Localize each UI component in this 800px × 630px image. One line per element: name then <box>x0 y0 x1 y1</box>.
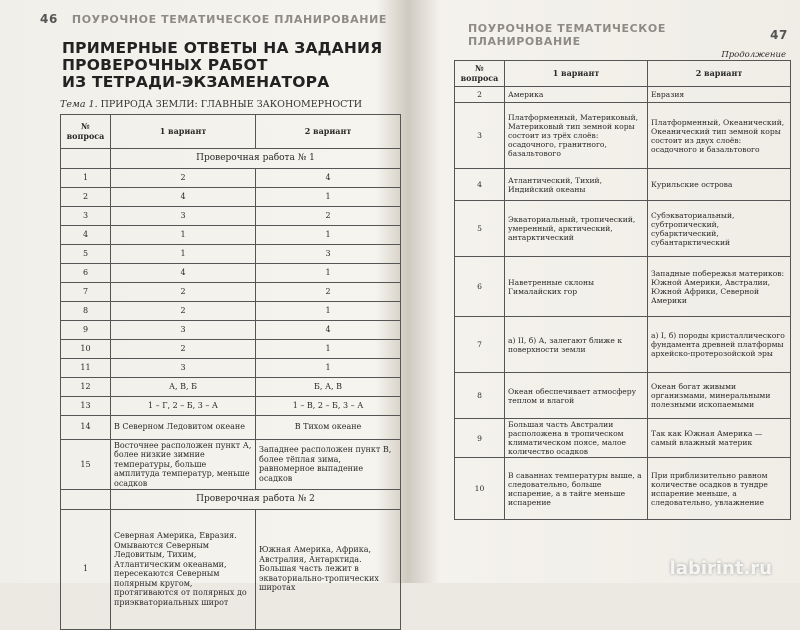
question-number: 9 <box>455 419 505 458</box>
answers-table-left <box>60 114 401 630</box>
right-page <box>432 0 792 583</box>
variant-1-answer: А, В, Б <box>111 377 256 396</box>
answers-table-right <box>454 60 791 520</box>
variant-2-answer: Субэкваториальный, субтропический, субарктический, субантарктический <box>648 201 791 257</box>
table-row <box>455 317 791 373</box>
section-heading: Проверочная работа № 1 <box>111 149 401 169</box>
variant-1-answer: Америка <box>505 87 648 103</box>
variant-2-answer: 1 <box>256 358 401 377</box>
table-row <box>61 509 401 629</box>
question-number: 1 <box>61 509 111 629</box>
table-row <box>61 244 401 263</box>
variant-1-answer: Экваториальный, тропический, умеренный, арктический, антарктический <box>505 201 648 257</box>
column-header: № вопроса <box>61 115 111 149</box>
variant-1-answer: 2 <box>111 301 256 320</box>
question-number: 12 <box>61 377 111 396</box>
variant-1-answer: 1 <box>111 244 256 263</box>
variant-2-answer: Евразия <box>648 87 791 103</box>
table-row <box>455 419 791 458</box>
variant-2-answer: Океан богат живыми организмами, минеральными полезными ископаемыми <box>648 373 791 419</box>
variant-2-answer: 1 <box>256 301 401 320</box>
variant-1-answer: В Северном Ледовитом океане <box>111 415 256 439</box>
question-number: 3 <box>61 206 111 225</box>
variant-1-answer: 1 – Г, 2 – Б, 3 – А <box>111 396 256 415</box>
variant-2-answer: 2 <box>256 282 401 301</box>
variant-2-answer: Курильские острова <box>648 169 791 201</box>
variant-1-answer: 3 <box>111 320 256 339</box>
table-row <box>455 373 791 419</box>
variant-1-answer: 1 <box>111 225 256 244</box>
column-header: 1 вариант <box>111 115 256 149</box>
table-row <box>61 282 401 301</box>
question-number: 6 <box>455 257 505 317</box>
question-number: 14 <box>61 415 111 439</box>
table-row <box>61 301 401 320</box>
variant-1-answer: Атлантический, Тихий, Индийский океаны <box>505 169 648 201</box>
question-number: 15 <box>61 439 111 490</box>
table-row <box>61 339 401 358</box>
variant-1-answer: Восточнее расположен пункт А, более низкие зимние температуры, больше амплитуда температур, меньше осадков <box>111 439 256 490</box>
question-number: 13 <box>61 396 111 415</box>
variant-2-answer: 1 <box>256 225 401 244</box>
question-number: 4 <box>455 169 505 201</box>
variant-2-answer: Южная Америка, Африка, Австралия, Антарктида. Большая часть лежит в экваториально-тропических широтах <box>256 509 401 629</box>
variant-1-answer: Северная Америка, Евразия. Омываются Северным Ледовитым, Тихим, Атлантическим океанами, пересекаются Северным полярным кругом, протягиваются от полярных до приэкваториальных широт <box>111 509 256 629</box>
section-heading: Проверочная работа № 2 <box>111 490 401 510</box>
left-table-body <box>61 149 401 630</box>
table-row <box>61 396 401 415</box>
right-table-body <box>455 87 791 520</box>
variant-2-answer: 1 – В, 2 – Б, 3 – А <box>256 396 401 415</box>
section-title: ПРИМЕРНЫЕ ОТВЕТЫ НА ЗАДАНИЯ ПРОВЕРОЧНЫХ РАБОТ ИЗ ТЕТРАДИ-ЭКЗАМЕНАТОРА <box>62 39 383 91</box>
table-row <box>61 168 401 187</box>
question-number: 5 <box>61 244 111 263</box>
question-number: 5 <box>455 201 505 257</box>
question-number: 4 <box>61 225 111 244</box>
page-number-left: 46 <box>40 12 58 26</box>
question-number: 6 <box>61 263 111 282</box>
variant-1-answer: Платформенный, Материковый, Материковый тип земной коры состоит из трёх слоёв: осадочного, гранитного, базальтового <box>505 103 648 169</box>
question-number: 2 <box>455 87 505 103</box>
question-number: 2 <box>61 187 111 206</box>
table-row <box>61 187 401 206</box>
variant-2-answer: Западнее расположен пункт В, более тёплая зима, равномерное выпадение осадков <box>256 439 401 490</box>
table-row <box>455 87 791 103</box>
blank-cell <box>61 149 111 169</box>
variant-1-answer: а) II, б) А, залегают ближе к поверхности земли <box>505 317 648 373</box>
variant-2-answer: Так как Южная Америка — самый влажный материк <box>648 419 791 458</box>
theme-title: ПРИРОДА ЗЕМЛИ: ГЛАВНЫЕ ЗАКОНОМЕРНОСТИ <box>100 99 363 110</box>
table-row <box>455 103 791 169</box>
variant-1-answer: 3 <box>111 206 256 225</box>
variant-2-answer: 1 <box>256 187 401 206</box>
variant-2-answer: 1 <box>256 263 401 282</box>
variant-1-answer: 2 <box>111 339 256 358</box>
variant-1-answer: 4 <box>111 263 256 282</box>
right-running-head <box>432 22 792 48</box>
running-head-text: ПОУРОЧНОЕ ТЕМАТИЧЕСКОЕ ПЛАНИРОВАНИЕ <box>468 22 666 48</box>
question-number: 7 <box>61 282 111 301</box>
column-header: 2 вариант <box>256 115 401 149</box>
table-row <box>61 225 401 244</box>
table-row <box>61 377 401 396</box>
variant-2-answer: При приблизительно равном количестве осадков в тундре испарение меньше, а следовательно, увлажнение <box>648 458 791 520</box>
table-row <box>61 415 401 439</box>
variant-2-answer: Западные побережья материков: Южной Америки, Австралии, Южной Африки, Северной Америки <box>648 257 791 317</box>
variant-1-answer: Большая часть Австралии расположена в тропическом климатическом поясе, малое количество осадков <box>505 419 648 458</box>
column-header: 2 вариант <box>648 61 791 87</box>
question-number: 10 <box>455 458 505 520</box>
variant-2-answer: В Тихом океане <box>256 415 401 439</box>
question-number: 7 <box>455 317 505 373</box>
left-running-head <box>40 6 408 32</box>
table-row <box>455 201 791 257</box>
question-number: 9 <box>61 320 111 339</box>
theme-subtitle <box>60 99 408 110</box>
table-row <box>61 320 401 339</box>
theme-label: Тема 1. <box>60 99 98 110</box>
page-number-right: 47 <box>770 28 788 42</box>
variant-1-answer: 3 <box>111 358 256 377</box>
variant-2-answer: 2 <box>256 206 401 225</box>
question-number: 10 <box>61 339 111 358</box>
question-number: 8 <box>61 301 111 320</box>
variant-2-answer: Платформенный, Океанический, Океанический тип земной коры состоит из двух слоёв: осадочного и базальтового <box>648 103 791 169</box>
table-row <box>455 169 791 201</box>
watermark: labirint.ru <box>669 558 772 579</box>
variant-2-answer: 1 <box>256 339 401 358</box>
variant-2-answer: 4 <box>256 320 401 339</box>
variant-2-answer: а) I, б) породы кристаллического фундамента древней платформы архейско-протерозойской эры <box>648 317 791 373</box>
question-number: 11 <box>61 358 111 377</box>
variant-1-answer: 4 <box>111 187 256 206</box>
variant-1-answer: В саваннах температуры выше, а следовательно, больше испарение, а в тайге меньше испарение <box>505 458 648 520</box>
table-row <box>61 439 401 490</box>
variant-1-answer: 2 <box>111 168 256 187</box>
question-number: 1 <box>61 168 111 187</box>
table-row <box>61 358 401 377</box>
table-row <box>455 458 791 520</box>
section-row <box>61 149 401 169</box>
left-page <box>40 0 408 607</box>
running-head-text: ПОУРОЧНОЕ ТЕМАТИЧЕСКОЕ ПЛАНИРОВАНИЕ <box>71 12 388 26</box>
variant-2-answer: 3 <box>256 244 401 263</box>
column-header: 1 вариант <box>505 61 648 87</box>
section-row <box>61 490 401 510</box>
variant-2-answer: 4 <box>256 168 401 187</box>
table-row <box>61 206 401 225</box>
variant-2-answer: Б, А, В <box>256 377 401 396</box>
variant-1-answer: 2 <box>111 282 256 301</box>
column-header: № вопроса <box>455 61 505 87</box>
table-row <box>455 257 791 317</box>
variant-1-answer: Океан обеспечивает атмосферу теплом и влагой <box>505 373 648 419</box>
table-row <box>61 263 401 282</box>
blank-cell <box>61 490 111 510</box>
continuation-label: Продолжение <box>721 50 786 60</box>
question-number: 8 <box>455 373 505 419</box>
variant-1-answer: Наветренные склоны Гималайских гор <box>505 257 648 317</box>
question-number: 3 <box>455 103 505 169</box>
